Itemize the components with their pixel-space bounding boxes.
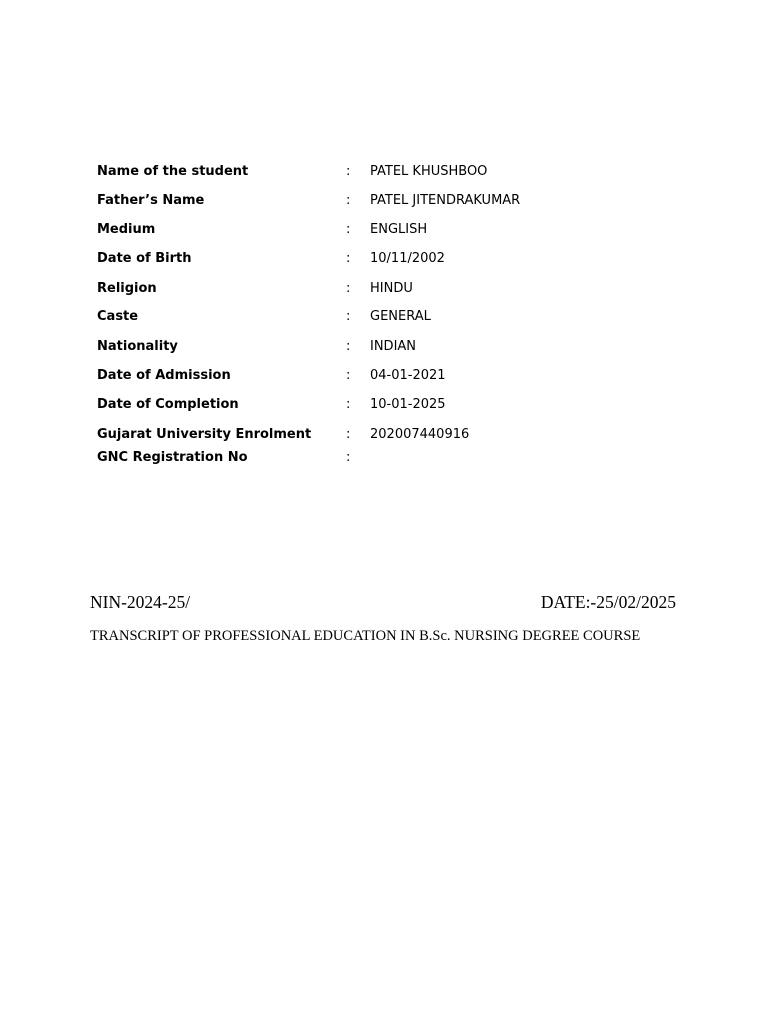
detail-value: 10/11/2002	[370, 251, 445, 266]
detail-row-caste	[97, 308, 657, 326]
detail-label: GNC Registration No	[97, 450, 248, 465]
detail-label: Caste	[97, 309, 139, 324]
detail-value: GENERAL	[370, 309, 431, 324]
detail-value: ENGLISH	[370, 222, 428, 237]
detail-value: INDIAN	[370, 339, 417, 354]
transcript-title: TRANSCRIPT OF PROFESSIONAL EDUCATION IN B.Sc. NURSING DEGREE COURSE	[90, 628, 641, 644]
detail-row-date-of-completion	[97, 396, 657, 414]
detail-separator: :	[346, 193, 351, 208]
detail-label: Gujarat University Enrolment	[97, 427, 312, 442]
detail-separator: :	[346, 281, 351, 296]
detail-label: Nationality	[97, 339, 178, 354]
detail-value: 04-01-2021	[370, 368, 446, 383]
detail-separator: :	[346, 427, 351, 442]
reference-number: NIN-2024-25/	[90, 592, 191, 612]
detail-row-student-name	[97, 163, 657, 181]
detail-row-university-enrolment	[97, 426, 657, 444]
detail-value: PATEL KHUSHBOO	[370, 164, 488, 179]
detail-row-medium	[97, 221, 657, 239]
detail-row-fathers-name	[97, 192, 657, 210]
detail-label: Date of Completion	[97, 397, 239, 412]
detail-row-date-of-admission	[97, 367, 657, 385]
detail-label: Date of Admission	[97, 368, 231, 383]
detail-separator: :	[346, 309, 351, 324]
detail-value: 10-01-2025	[370, 397, 446, 412]
reference-line	[90, 590, 676, 614]
detail-separator: :	[346, 450, 351, 465]
detail-separator: :	[346, 164, 351, 179]
detail-row-gnc-registration	[97, 449, 657, 467]
detail-row-religion	[97, 280, 657, 298]
detail-value: 202007440916	[370, 427, 470, 442]
detail-label: Father’s Name	[97, 193, 205, 208]
detail-separator: :	[346, 339, 351, 354]
detail-label: Date of Birth	[97, 251, 192, 266]
document-date: DATE:-25/02/2025	[540, 592, 676, 612]
detail-separator: :	[346, 397, 351, 412]
detail-label: Medium	[97, 222, 156, 237]
detail-row-nationality	[97, 338, 657, 356]
detail-label: Religion	[97, 281, 157, 296]
detail-value: HINDU	[370, 281, 413, 296]
detail-value: PATEL JITENDRAKUMAR	[370, 193, 521, 208]
detail-label: Name of the student	[97, 164, 249, 179]
detail-row-date-of-birth	[97, 250, 657, 268]
detail-separator: :	[346, 251, 351, 266]
detail-separator: :	[346, 368, 351, 383]
detail-separator: :	[346, 222, 351, 237]
